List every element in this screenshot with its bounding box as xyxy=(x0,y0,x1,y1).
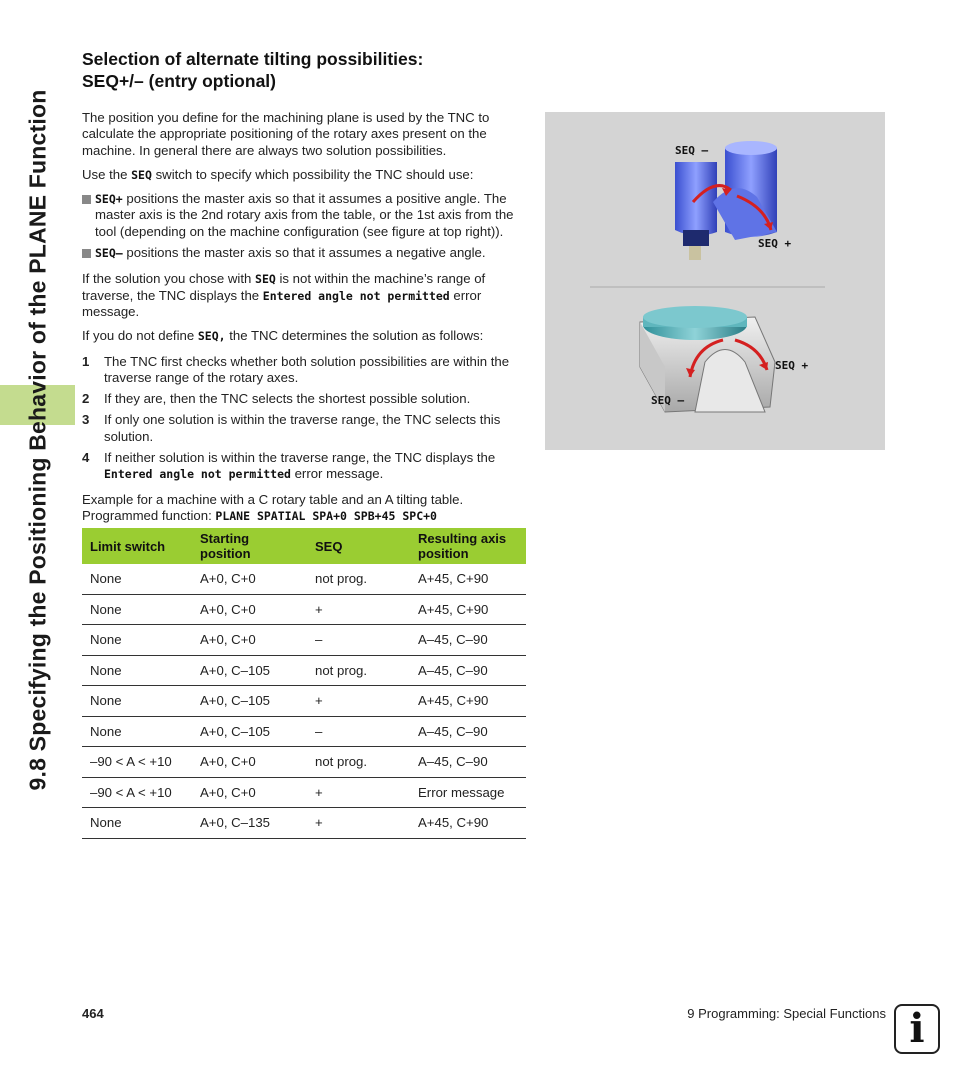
list-item: 4 If neither solution is within the traverse range, the TNC displays the Entered angle not permitted error message. xyxy=(82,450,496,482)
column-header: Starting position xyxy=(192,528,307,564)
bullet-square-icon xyxy=(82,195,91,204)
main-content xyxy=(82,48,527,839)
table-row xyxy=(82,808,526,839)
table-row xyxy=(82,594,526,625)
table-cell: None xyxy=(82,625,192,656)
table-cell: A+0, C+0 xyxy=(192,625,307,656)
table-row xyxy=(82,777,526,808)
table-cell: –90 < A < +10 xyxy=(82,777,192,808)
table-row xyxy=(82,747,526,778)
paragraph-intro: The position you define for the machining plane is used by the TNC to calculate the appropriate positioning of the rotary axes present on the machine. In general there are always two solution possibilities. xyxy=(82,110,490,158)
label-top-seq-minus: SEQ – xyxy=(675,144,709,157)
chapter-footer: 9 Programming: Special Functions xyxy=(687,1006,886,1021)
table-cell: Error message xyxy=(410,777,526,808)
table-cell: A+0, C–105 xyxy=(192,655,307,686)
table-row xyxy=(82,686,526,717)
bullet-list xyxy=(82,191,527,261)
table-cell: + xyxy=(307,686,410,717)
table-cell: A+0, C–105 xyxy=(192,716,307,747)
table-cell: None xyxy=(82,686,192,717)
table-cell: A+45, C+90 xyxy=(410,594,526,625)
code-seq: SEQ xyxy=(131,167,152,182)
table-cell: A–45, C–90 xyxy=(410,716,526,747)
table-cell: A+45, C+90 xyxy=(410,808,526,839)
table-cell: – xyxy=(307,716,410,747)
page-number: 464 xyxy=(82,1006,104,1021)
section-heading xyxy=(82,48,527,92)
table-cell: not prog. xyxy=(307,747,410,778)
bullet-square-icon xyxy=(82,249,91,258)
label-bottom-seq-plus: SEQ + xyxy=(775,359,809,372)
paragraph-default: If you do not define SEQ, the TNC determines the solution as follows: xyxy=(82,328,484,344)
table-cell: None xyxy=(82,808,192,839)
paragraph-out-of-range: If the solution you chose with SEQ is not within the machine’s range of traverse, the TNC displays the Entered angle not permitted error message. xyxy=(82,271,486,319)
paragraph-example: Example for a machine with a C rotary table and an A tilting table. Programmed function: PLANE SPATIAL SPA+0 SPB+45 SPC+0 xyxy=(82,491,464,523)
table-cell: A+0, C+0 xyxy=(192,777,307,808)
chapter-side-title: 9.8 Specifying the Positioning Behavior of the PLANE Function xyxy=(24,89,51,791)
table-body xyxy=(82,564,526,838)
tilting-illustration xyxy=(545,112,885,450)
table-cell: A+0, C+0 xyxy=(192,564,307,594)
table-cell: A+0, C–105 xyxy=(192,686,307,717)
bullet-item: SEQ+ positions the master axis so that it assumes a positive angle. The master axis is the 2nd rotary axis from the table, or the 1st axis from the tool (depending on the machine configuration (see figure at top right)). xyxy=(82,191,527,240)
heading-line-2: SEQ+/– (entry optional) xyxy=(82,71,276,91)
label-bottom-seq-minus: SEQ – xyxy=(651,394,685,407)
table-row xyxy=(82,655,526,686)
table-cell: – xyxy=(307,625,410,656)
table-cell: + xyxy=(307,594,410,625)
table-row xyxy=(82,716,526,747)
tilting-figure xyxy=(545,112,885,450)
table-cell: None xyxy=(82,655,192,686)
table-cell: not prog. xyxy=(307,564,410,594)
table-cell: + xyxy=(307,777,410,808)
results-table xyxy=(82,528,526,839)
table-cell: –90 < A < +10 xyxy=(82,747,192,778)
table-cell: A+0, C+0 xyxy=(192,594,307,625)
numbered-list xyxy=(82,354,527,483)
list-item: 1 The TNC first checks whether both solution possibilities are within the traverse range of the rotary axes. xyxy=(82,353,510,385)
table-cell: A–45, C–90 xyxy=(410,625,526,656)
column-header: Resulting axis position xyxy=(410,528,526,564)
info-glyph: i xyxy=(909,1005,925,1052)
column-header: SEQ xyxy=(307,528,410,564)
info-icon xyxy=(894,1004,940,1054)
heading-line-1: Selection of alternate tilting possibilities: xyxy=(82,49,424,69)
table-cell: A+45, C+90 xyxy=(410,686,526,717)
table-cell: A–45, C–90 xyxy=(410,747,526,778)
list-item: 2 If they are, then the TNC selects the shortest possible solution. xyxy=(82,391,471,407)
code-programmed-function: PLANE SPATIAL SPA+0 SPB+45 SPC+0 xyxy=(215,508,437,523)
table-cell: A+45, C+90 xyxy=(410,564,526,594)
table-cell: None xyxy=(82,594,192,625)
table-row xyxy=(82,564,526,594)
side-bar xyxy=(0,0,75,1091)
label-top-seq-plus: SEQ + xyxy=(758,237,792,250)
table-row xyxy=(82,625,526,656)
table-cell: not prog. xyxy=(307,655,410,686)
table-cell: A+0, C+0 xyxy=(192,747,307,778)
list-item: 3 If only one solution is within the traverse range, the TNC selects this solution. xyxy=(82,412,501,444)
table-cell: A–45, C–90 xyxy=(410,655,526,686)
bullet-item: SEQ– positions the master axis so that it assumes a negative angle. xyxy=(82,245,527,261)
table-header-row xyxy=(82,528,526,564)
table-cell: A+0, C–135 xyxy=(192,808,307,839)
table-cell: None xyxy=(82,564,192,594)
table-cell: + xyxy=(307,808,410,839)
paragraph-use-seq: Use the SEQ switch to specify which possibility the TNC should use: xyxy=(82,166,474,182)
table-cell: None xyxy=(82,716,192,747)
column-header: Limit switch xyxy=(82,528,192,564)
